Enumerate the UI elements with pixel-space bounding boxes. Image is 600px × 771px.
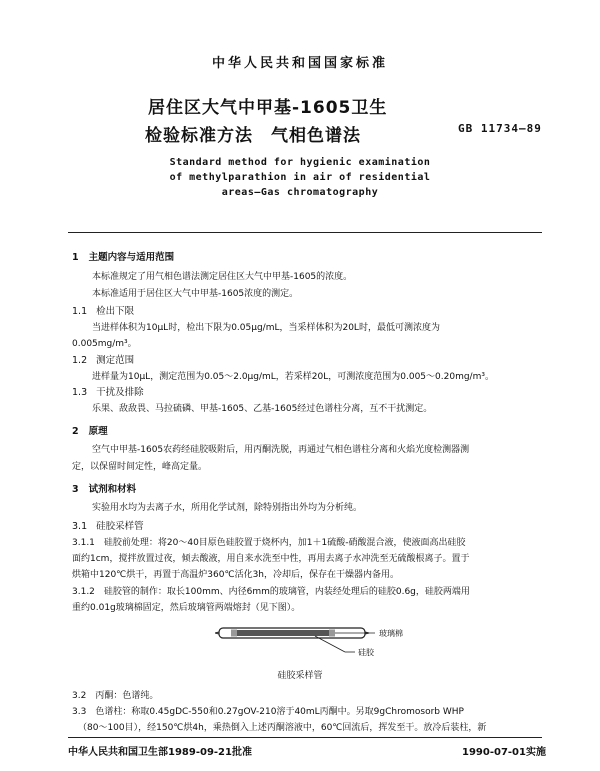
section-3-heading (72, 481, 136, 495)
figure-caption: 硅胶采样管 (277, 671, 323, 681)
paragraph: 3.1.2 硅胶管的制作：取长100mm、内径6mm的玻璃管，内装经处理后的硅胶0.6g，硅胶两端用 (72, 587, 470, 597)
english-title-line-2: of methylparathion in air of residential (169, 172, 431, 183)
section-title: 试剂和材料 (88, 484, 137, 495)
section-1-heading (72, 249, 174, 263)
paragraph: 乐果、敌敌畏、马拉硫磷、甲基-1605、乙基-1605经过色谱柱分离，互不干扰测定。 (92, 404, 433, 414)
paragraph: 本标准规定了用气相色谱法测定居住区大气中甲基-1605的浓度。 (92, 272, 353, 282)
section-2-heading (72, 423, 108, 437)
paragraph: 实验用水均为去离子水，所用化学试剂，除特别指出外均为分析纯。 (92, 503, 363, 513)
footer-divider (68, 737, 542, 738)
paragraph: 本标准适用于居住区大气中甲基-1605浓度的测定。 (92, 289, 299, 299)
glass-wool-plug-left (231, 630, 237, 637)
english-title-line-1: Standard method for hygienic examination (169, 157, 431, 168)
paragraph: 空气中甲基-1605农药经硅胶吸附后，用丙酮洗脱，再通过气相色谱柱分离和火焰光度检测器测 (92, 445, 470, 455)
paragraph: 0.005mg/m³。 (72, 339, 137, 349)
subsection-1-1-heading (72, 303, 134, 317)
paragraph: 面约1cm，搅拌放置过夜，倾去酸液，用自来水洗至中性，再用去离子水冲洗至无硫酸根离子。置于 (72, 554, 470, 564)
section-title: 原理 (88, 426, 108, 437)
paragraph: 3.1.1 硅胶前处理：将20～40目原色硅胶置于烧杯内，加1＋1硫酸-硝酸混合液，使液面高出硅胶 (72, 538, 466, 548)
figure-label-glass-wool: 玻璃棉 (379, 629, 403, 638)
approval-line: 中华人民共和国卫生部1989-09-21批准 (68, 747, 252, 758)
section-number: 2 (72, 426, 79, 437)
tube-sealed-tip-left (215, 632, 219, 634)
paragraph: 当进样体积为10μL时，检出下限为0.05μg/mL，当采样体积为20L时，最低可测浓度为 (92, 323, 440, 333)
header-divider (68, 232, 542, 233)
paragraph: 3.2 丙酮：色谱纯。 (72, 691, 159, 701)
section-number: 1.1 (72, 306, 88, 317)
title-line-2: 检验标准方法 气相色谱法 (145, 126, 361, 146)
title-line-1: 居住区大气中甲基-1605卫生 (148, 98, 388, 118)
subsection-1-3-heading (72, 384, 144, 398)
section-title: 检出下限 (96, 306, 135, 317)
section-number: 1.3 (72, 387, 88, 398)
section-title: 硅胶采样管 (96, 521, 144, 532)
paragraph: 3.3 色谱柱：称取0.45gDC-550和0.27gOV-210溶于40mL丙酮中。另取9gChromosorb WHP (72, 707, 464, 717)
section-number: 1 (72, 252, 79, 263)
section-title: 主题内容与适用范围 (88, 252, 175, 263)
section-number: 1.2 (72, 355, 88, 366)
standard-number: GB 11734—89 (458, 122, 542, 135)
paragraph: 进样量为10μL，测定范围为0.05～2.0μg/mL，若采样20L，可测浓度范围为0.005～0.20mg/m³。 (92, 372, 494, 382)
figure-label-silica-gel: 硅胶 (358, 648, 374, 657)
paragraph: 重约0.01g玻璃棉固定，然后玻璃管两端熔封（见下图）。 (72, 603, 301, 613)
paragraph: 烘箱中120℃烘干，再置于高温炉360℃活化3h，冷却后，保存在干燥器内备用。 (72, 570, 400, 580)
paragraph: （80～100目），经150℃烘4h，乘热倒入上述丙酮溶液中，60℃回流后，挥发至干。放冷后装柱，新 (78, 723, 487, 733)
subsection-3-1-heading (72, 518, 144, 532)
subsection-1-2-heading (72, 352, 134, 366)
implementation-date: 1990-07-01实施 (462, 747, 546, 758)
silica-gel-fill (237, 630, 329, 636)
issuing-organization: 中华人民共和国国家标准 (211, 56, 388, 71)
english-title-line-3: areas—Gas chromatography (221, 187, 379, 198)
section-title: 测定范围 (96, 355, 135, 366)
section-title: 干扰及排除 (96, 387, 144, 398)
glass-wool-plug-right (329, 630, 335, 637)
section-number: 3 (72, 484, 79, 495)
section-number: 3.1 (72, 521, 88, 532)
paragraph: 定，以保留时间定性，峰高定量。 (72, 462, 208, 472)
